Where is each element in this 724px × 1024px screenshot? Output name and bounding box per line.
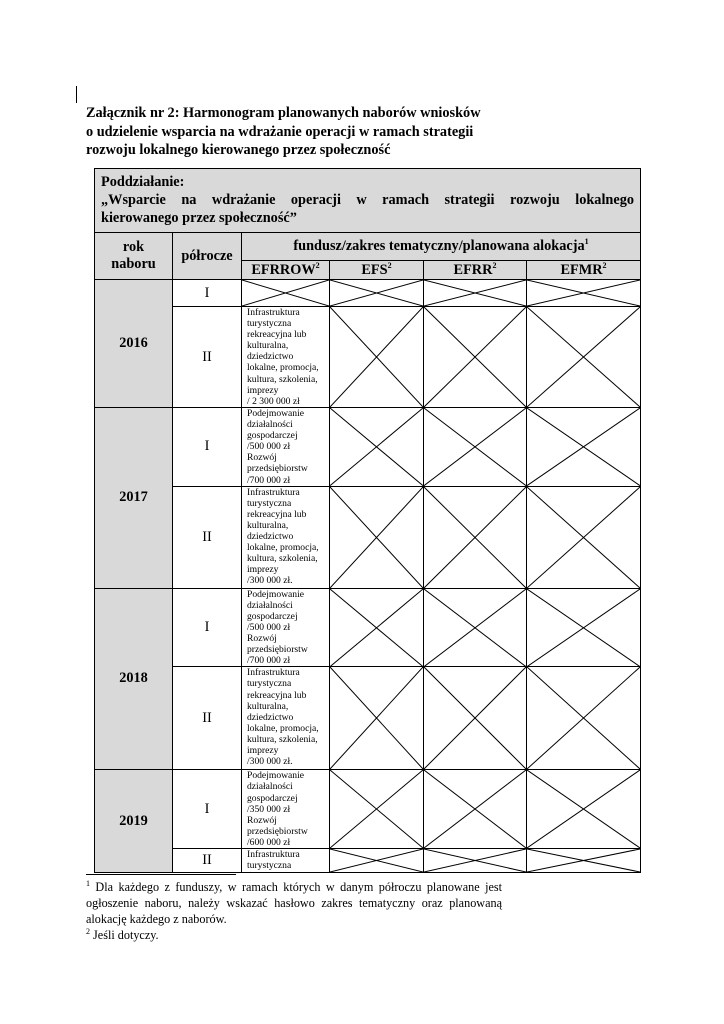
footnote-ref-2: 2 <box>602 260 607 270</box>
crossed-cell <box>424 588 527 667</box>
table-row <box>95 408 641 487</box>
fund-efmr-header <box>527 261 641 280</box>
efrrow-scope-cell: Infrastruktura turystyczna rekreacyjna lub kulturalna, dziedzictwo lokalne, promocja, kultura, szkolenia, imprezy / 2 300 000 zł <box>242 307 330 408</box>
crossed-cell <box>424 307 527 408</box>
cross-mark-icon <box>330 667 423 769</box>
year-header-line-2: naboru <box>111 256 156 272</box>
cross-mark-icon <box>242 280 329 306</box>
fund-efrr-header <box>424 261 527 280</box>
footnote-separator <box>86 874 236 875</box>
crossed-cell <box>330 408 424 487</box>
crossed-cell <box>527 588 641 667</box>
footnote-ref-2: 2 <box>315 260 320 270</box>
crossed-cell <box>424 770 527 849</box>
crossed-cell <box>330 849 424 873</box>
year-column-header <box>95 233 173 280</box>
half-cell: II <box>173 849 242 873</box>
efrrow-scope-cell: Podejmowanie działalności gospodarczej /500 000 zł Rozwój przedsiębiorstw /700 000 zł <box>242 588 330 667</box>
footnote-ref-2: 2 <box>387 260 392 270</box>
crossed-cell <box>330 307 424 408</box>
half-column-header: półrocze <box>173 233 242 280</box>
cross-mark-icon <box>527 849 640 872</box>
crossed-cell <box>424 486 527 588</box>
crossed-cell <box>527 849 641 873</box>
title-line-1: Załącznik nr 2: Harmonogram planowanych naborów wniosków <box>86 105 481 121</box>
cross-mark-icon <box>424 770 526 848</box>
crossed-cell <box>527 770 641 849</box>
crossed-cell <box>424 667 527 770</box>
text-cursor <box>76 86 77 103</box>
year-header-line-1: rok <box>122 239 145 255</box>
subaction-name-line-1: „Wsparcie na wdrażanie operacji w ramach strategii rozwoju lokalnego <box>101 192 635 208</box>
efrrow-scope-cell: Infrastruktura turystyczna rekreacyjna lub kulturalna, dziedzictwo lokalne, promocja, kultura, szkolenia, imprezy /300 000 zł. <box>242 667 330 770</box>
year-cell: 2019 <box>95 770 173 873</box>
crossed-cell <box>330 770 424 849</box>
fund-column-header <box>242 233 641 261</box>
cross-mark-icon <box>330 280 423 306</box>
cross-mark-icon <box>424 307 526 407</box>
cross-mark-icon <box>527 589 640 667</box>
half-cell: II <box>173 307 242 408</box>
efrrow-scope-cell: Podejmowanie działalności gospodarczej /350 000 zł Rozwój przedsiębiorstw /600 000 zł <box>242 770 330 849</box>
crossed-cell <box>527 307 641 408</box>
cross-mark-icon <box>330 589 423 667</box>
half-cell: I <box>173 408 242 487</box>
year-cell: 2017 <box>95 408 173 589</box>
subaction-header <box>95 169 641 233</box>
half-cell: I <box>173 770 242 849</box>
cross-mark-icon <box>424 408 526 486</box>
cross-mark-icon <box>527 408 640 486</box>
crossed-cell <box>330 588 424 667</box>
table-row <box>95 486 641 588</box>
efrrow-scope-text: Infrastruktura turystyczna <box>247 849 300 872</box>
title-line-3: rozwoju lokalnego kierowanego przez społeczność <box>86 142 391 158</box>
half-cell: I <box>173 588 242 667</box>
cross-mark-icon <box>424 667 526 769</box>
table-row <box>95 667 641 770</box>
efrrow-scope-cell: Infrastruktura turystyczna rekreacyjna lub kulturalna, dziedzictwo lokalne, promocja, kultura, szkolenia, imprezy /300 000 zł. <box>242 486 330 588</box>
footnotes <box>86 879 502 943</box>
page-title <box>86 104 526 160</box>
cross-mark-icon <box>424 849 526 872</box>
subaction-label: Poddziałanie: <box>101 174 185 190</box>
fund-efrrow-header <box>242 261 330 280</box>
crossed-cell <box>424 849 527 873</box>
footnote-ref-1: 1 <box>584 237 589 247</box>
cross-mark-icon <box>527 487 640 588</box>
cross-mark-icon <box>424 487 526 588</box>
table-row <box>95 307 641 408</box>
crossed-cell <box>330 486 424 588</box>
footnote-2-mark: 2 <box>86 926 90 936</box>
fund-name: EFRROW <box>251 261 316 278</box>
table-row <box>95 770 641 849</box>
cross-mark-icon <box>527 280 640 306</box>
schedule-table <box>94 168 641 873</box>
efrrow-scope-cell <box>242 849 330 873</box>
crossed-cell <box>424 408 527 487</box>
crossed-cell <box>527 408 641 487</box>
half-cell: I <box>173 280 242 307</box>
table-row <box>95 849 641 873</box>
crossed-cell <box>527 280 641 307</box>
cross-mark-icon <box>527 770 640 848</box>
cross-mark-icon <box>527 667 640 769</box>
footnote-1-mark: 1 <box>86 878 90 888</box>
cross-mark-icon <box>330 770 423 848</box>
crossed-cell <box>242 280 330 307</box>
table-row <box>95 588 641 667</box>
footnote-ref-2: 2 <box>492 260 497 270</box>
fund-name: EFMR <box>560 261 603 278</box>
title-line-2: o udzielenie wsparcia na wdrażanie operacji w ramach strategii <box>86 123 474 140</box>
cross-mark-icon <box>330 307 423 407</box>
cross-mark-icon <box>330 849 423 872</box>
subaction-name-line-2: kierowanego przez społeczność” <box>101 210 297 226</box>
cross-mark-icon <box>527 307 640 407</box>
cross-mark-icon <box>330 487 423 588</box>
cross-mark-icon <box>330 408 423 486</box>
half-cell: II <box>173 667 242 770</box>
fund-efs-header <box>330 261 424 280</box>
crossed-cell <box>527 667 641 770</box>
efrrow-scope-cell: Podejmowanie działalności gospodarczej /500 000 zł Rozwój przedsiębiorstw /700 000 zł <box>242 408 330 487</box>
crossed-cell <box>330 280 424 307</box>
footnote-1 <box>86 879 502 927</box>
crossed-cell <box>424 280 527 307</box>
footnote-2 <box>86 927 502 943</box>
crossed-cell <box>527 486 641 588</box>
footnote-2-text: Jeśli dotyczy. <box>90 928 159 942</box>
crossed-cell <box>330 667 424 770</box>
cross-mark-icon <box>424 280 526 306</box>
fund-name: EFS <box>361 261 388 278</box>
year-cell: 2018 <box>95 588 173 770</box>
cross-mark-icon <box>424 589 526 667</box>
year-cell: 2016 <box>95 280 173 408</box>
half-cell: II <box>173 486 242 588</box>
fund-header-label: fundusz/zakres tematyczny/planowana alokacja <box>293 238 585 254</box>
footnote-1-text: Dla każdego z funduszy, w ramach których w danym półroczu planowane jest ogłoszenie naboru, należy wskazać hasłowo zakres tematyczny oraz planowaną alokację każdego z naborów. <box>86 880 502 926</box>
fund-name: EFRR <box>453 261 493 278</box>
table-row <box>95 280 641 307</box>
